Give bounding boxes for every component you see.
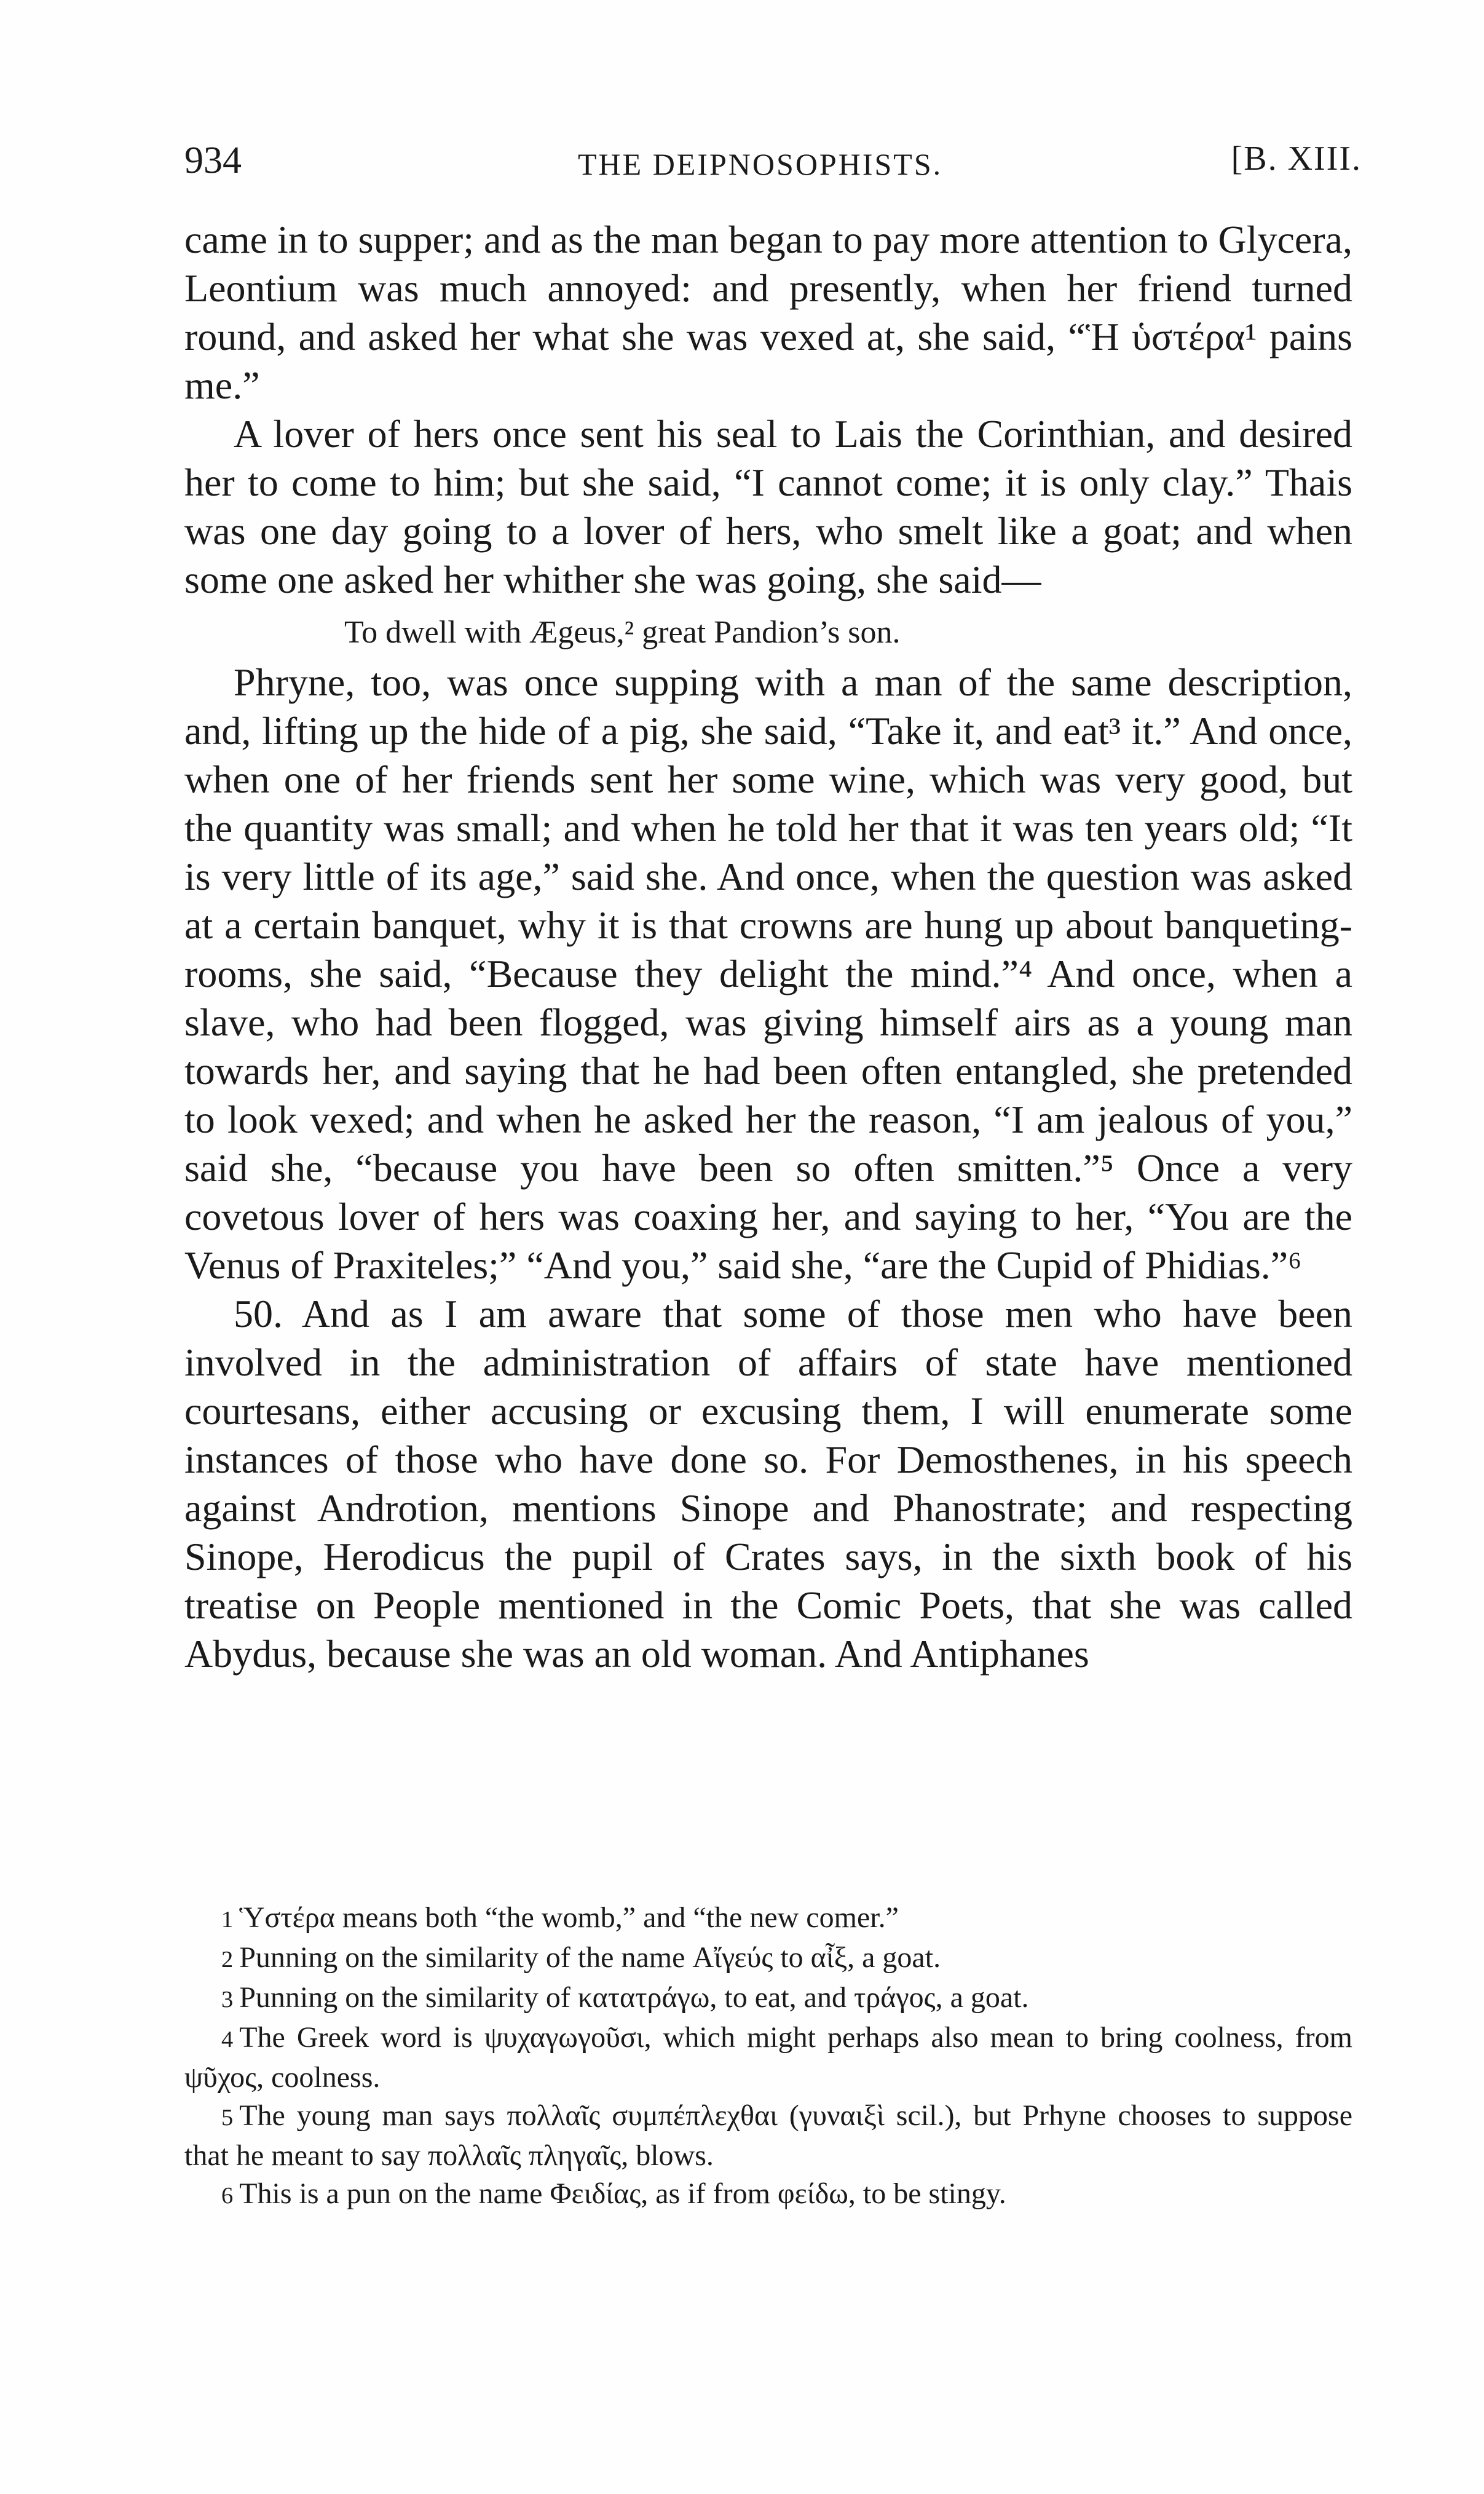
- footnote: [184, 2019, 1352, 2097]
- paragraph-1: came in to supper; and as the man began to pay more attention to Glycera, Leontium was much annoyed: and presently, when her friend turned round, and asked her what she was vexed at, she said, “Ἡ ὑστέρα¹ pains me.”: [184, 218, 1352, 407]
- footnote-text: Punning on the similarity of the name Αἴγεύς to αἶξ, a goat.: [239, 1941, 941, 1974]
- paragraph-4: 50. And as I am aware that some of those men who have been involved in the administration of affairs of state have mentioned courtesans, either accusing or excusing them, I will enumerate some instances of those who have done so. For Demosthenes, in his speech against Androtion, mentions Sinope and Phanostrate; and respecting Sinope, Herodicus the pupil of Crates says, in the sixth book of his treatise on People mentioned in the Comic Poets, that she was called Abydus, because she was an old woman. And Antiphanes: [184, 1292, 1352, 1676]
- paragraph-3: Phryne, too, was once supping with a man of the same description, and, lifting up the hide of a pig, she said, “Take it, and eat³ it.” And once, when one of her friends sent her some wine, which was very good, but the quantity was small; and when he told her that it was ten years old; “It is very little of its age,” said she. And once, when the question was asked at a certain banquet, why it is that crowns are hung up about banqueting-rooms, she said, “Because they delight the mind.”⁴ And once, when a slave, who had been flogged, was giving himself airs as a young man towards her, and saying that he had been often entangled, she pretended to look vexed; and when he asked her the reason, “I am jealous of you,” said she, “because you have been so often smitten.”⁵ Once a very covetous lover of hers was coaxing her, and saying to her, “You are the Venus of Praxiteles;” “And you,” said she, “are the Cupid of Phidias.”⁶: [184, 660, 1352, 1287]
- footnote-text: Punning on the similarity of κατατράγω, to eat, and τράγος, a goat.: [239, 1981, 1029, 2014]
- footnote-text: The Greek word is ψυχαγωγοῦσι, which might perhaps also mean to bring coolness, from ψῦχος, coolness.: [184, 2021, 1352, 2094]
- footnote-number: 5: [221, 2105, 234, 2131]
- footnote-number: 6: [221, 2183, 234, 2209]
- footnote: [184, 1939, 1352, 1979]
- book-reference: [B. XIII.: [1231, 140, 1362, 178]
- footnotes: [184, 1899, 1352, 2215]
- footnote-text: This is a pun on the name Φειδίας, as if from φείδω, to be stingy.: [239, 2177, 1006, 2210]
- verse-quotation: To dwell with Ægeus,² great Pandion’s son.: [344, 615, 901, 650]
- paragraph-2: A lover of hers once sent his seal to Lais the Corinthian, and desired her to come to him; but she said, “I cannot come; it is only clay.” Thais was one day going to a lover of hers, who smelt like a goat; and when some one asked her whither she was going, she said—: [184, 412, 1352, 601]
- footnote-text: The young man says πολλαῖς συμπέπλεχθαι (γυναιξὶ scil.), but Prhyne chooses to suppose that he meant to say πολλαῖς πληγαῖς, blows.: [184, 2099, 1352, 2172]
- footnote-number: 1: [221, 1907, 234, 1933]
- footnote: [184, 1899, 1352, 1939]
- footnote-number: 2: [221, 1947, 234, 1973]
- page-header: [184, 139, 1362, 194]
- running-title: THE DEIPNOSOPHISTS.: [578, 147, 943, 181]
- page-number: 934: [184, 140, 242, 181]
- footnote: [184, 1979, 1352, 2019]
- footnote-text: Ὑστέρα means both “the womb,” and “the new comer.”: [239, 1901, 899, 1934]
- footnote-number: 4: [221, 2027, 234, 2053]
- footnote-number: 3: [221, 1987, 234, 2013]
- footnote: [184, 2175, 1352, 2215]
- main-text: [184, 215, 1352, 1678]
- footnote: [184, 2097, 1352, 2175]
